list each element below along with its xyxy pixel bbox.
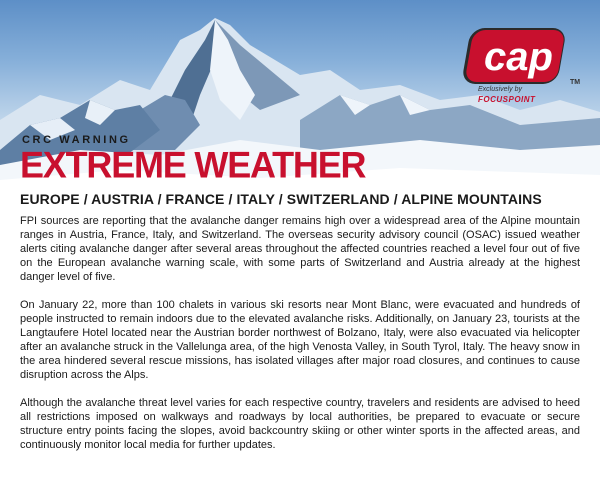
paragraph-2: On January 22, more than 100 chalets in various ski resorts near Mont Blanc, were evacuated and hundreds of people instructed to remain indoors due to the elevated avalanche risks. Additionally, on January 23, tourists at the Langtaufere Hotel located near the Austrian border northwest of Bolzano, Italy, were also evacuated via helicopter after an avalanche struck in the Vallelunga area, of the high Venosta Valley, in South Tyrol, Italy. The heavy snow in the area hindered several rescue missions, has isolated villages after major road closures, and continues to cause disruption across the Alps. — [20, 299, 580, 381]
cap-logo-mark — [458, 22, 590, 92]
headline: EXTREME WEATHER — [20, 143, 366, 186]
exclusive-label: Exclusively by — [478, 86, 522, 93]
regions-line: EUROPE / AUSTRIA / FRANCE / ITALY / SWITZERLAND / ALPINE MOUNTAINS — [20, 191, 542, 207]
warning-label: CRC WARNING — [22, 134, 131, 146]
article-body — [20, 214, 580, 466]
logo-text: cap — [484, 35, 553, 79]
trademark-mark: TM — [570, 79, 581, 86]
paragraph-3: Although the avalanche threat level varies for each respective country, travelers and residents are advised to heed all restrictions imposed on walkways and roadways by local authorities, be prepared to evacuate or secure structure entry points facing the slopes, avoid backcountry skiing or other winter sports in the affected areas, and continuously monitor local media for further updates. — [20, 397, 580, 451]
paragraph-1: FPI sources are reporting that the avalanche danger remains high over a widespread area of the Alpine mountain ranges in Austria, France, Italy, and Switzerland. The overseas security advisory council (OSAC) issued weather alerts citing avalanche danger after several areas throughout the affected countries reached a level four out of five on the European avalanche warning scale, with some parts of Switzerland and Austria already at the highest danger level of five. — [20, 215, 580, 283]
partner-name: FOCUSPOINT — [478, 95, 536, 104]
